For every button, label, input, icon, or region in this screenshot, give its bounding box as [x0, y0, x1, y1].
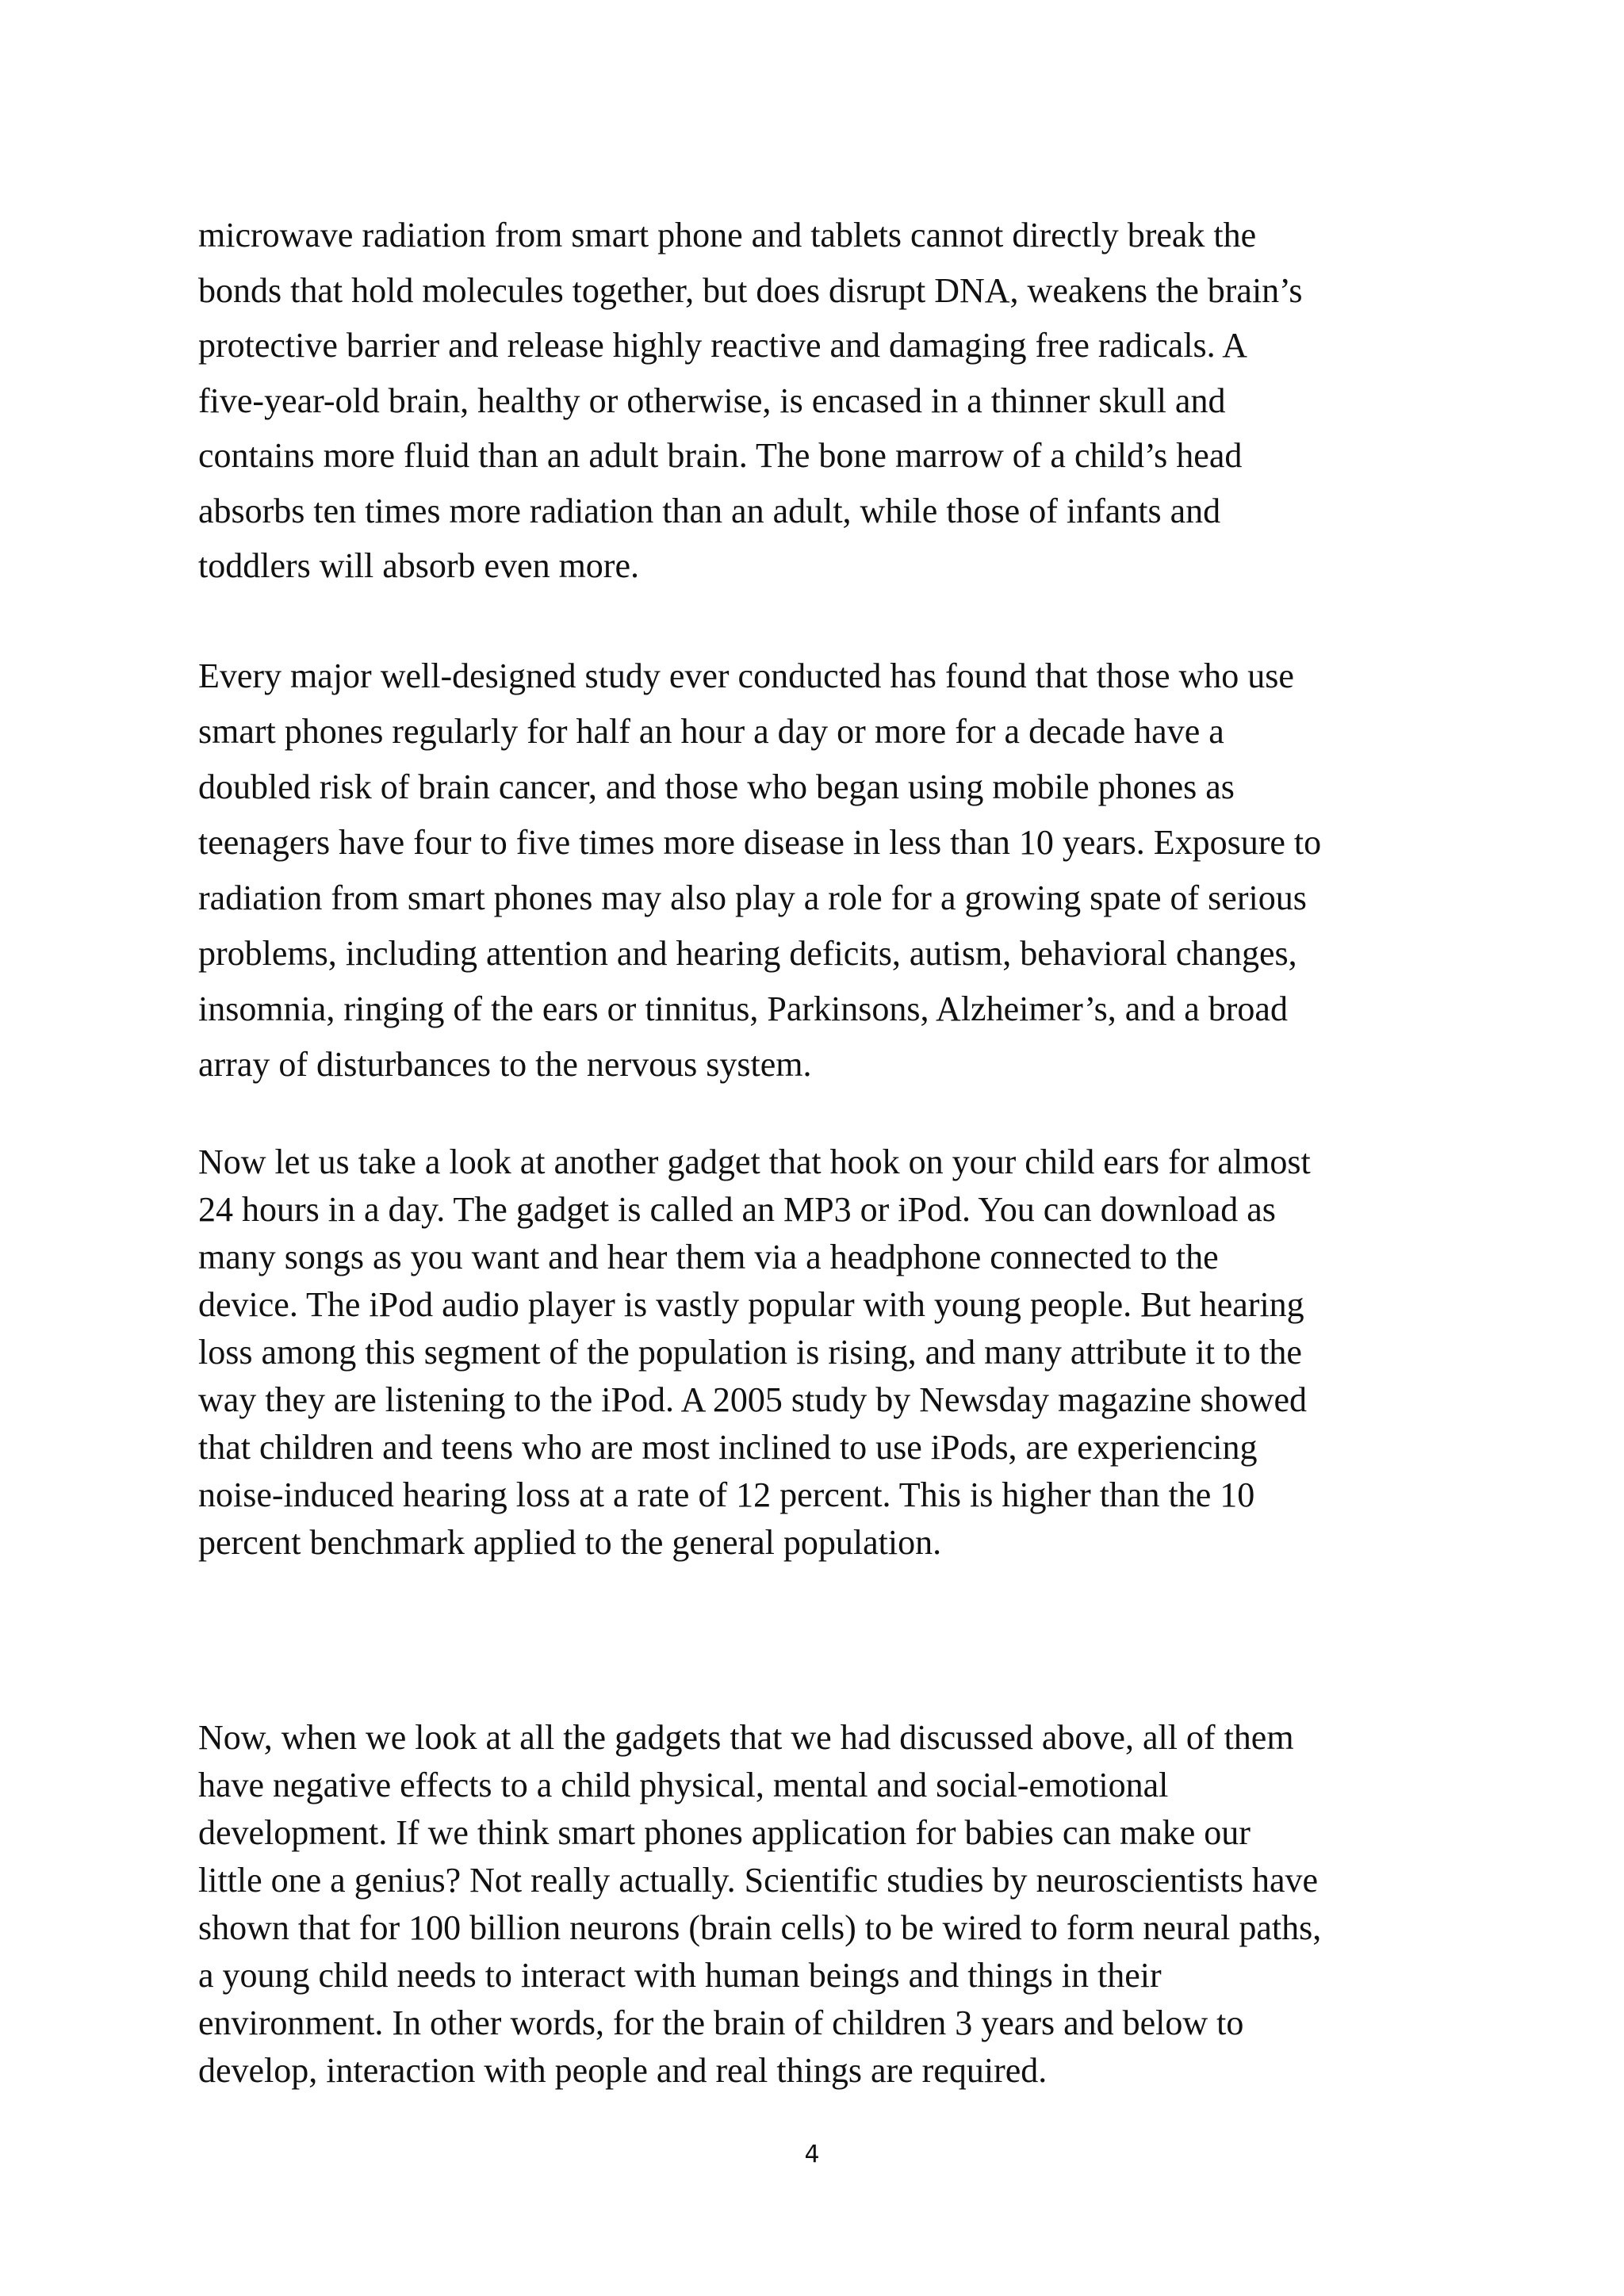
text-line: problems, including attention and hearing deficits, autism, behavioral changes, — [198, 934, 1297, 973]
text-line: loss among this segment of the population is rising, and many attribute it to the — [198, 1333, 1302, 1372]
text-line: a young child needs to interact with human beings and things in their — [198, 1956, 1162, 1995]
paragraph-1 — [198, 208, 1451, 594]
paragraph-4 — [198, 1714, 1451, 2095]
text-line: Now let us take a look at another gadget that hook on your child ears for almost — [198, 1142, 1311, 1181]
text-line: contains more fluid than an adult brain. The bone marrow of a child’s head — [198, 436, 1243, 475]
text-line: bonds that hold molecules together, but does disrupt DNA, weakens the brain’s — [198, 270, 1303, 310]
text-line: radiation from smart phones may also play a role for a growing spate of serious — [198, 878, 1307, 917]
text-line: absorbs ten times more radiation than an adult, while those of infants and — [198, 491, 1221, 530]
text-line: have negative effects to a child physical, mental and social-emotional — [198, 1766, 1169, 1804]
text-line: doubled risk of brain cancer, and those who began using mobile phones as — [198, 767, 1235, 806]
text-line: many songs as you want and hear them via a headphone connected to the — [198, 1238, 1219, 1276]
text-line: microwave radiation from smart phone and tablets cannot directly break the — [198, 216, 1257, 254]
text-line: protective barrier and release highly reactive and damaging free radicals. A — [198, 326, 1248, 365]
text-line: development. If we think smart phones application for babies can make our — [198, 1813, 1251, 1852]
text-line: way they are listening to the iPod. A 2005 study by Newsday magazine showed — [198, 1380, 1307, 1419]
text-line: Every major well-designed study ever conducted has found that those who use — [198, 656, 1294, 695]
text-line: that children and teens who are most inclined to use iPods, are experiencing — [198, 1428, 1258, 1467]
text-line: toddlers will absorb even more. — [198, 546, 639, 585]
text-line: array of disturbances to the nervous system. — [198, 1045, 812, 1084]
page-number: 4 — [804, 2141, 820, 2168]
text-line: teenagers have four to five times more disease in less than 10 years. Exposure to — [198, 823, 1322, 862]
text-line: develop, interaction with people and real things are required. — [198, 2051, 1048, 2090]
text-line: little one a genius? Not really actually. Scientific studies by neuroscientists have — [198, 1861, 1319, 1900]
text-line: shown that for 100 billion neurons (brain cells) to be wired to form neural paths, — [198, 1908, 1322, 1947]
paragraph-2 — [198, 649, 1451, 1093]
text-line: smart phones regularly for half an hour a day or more for a decade have a — [198, 712, 1224, 751]
text-line: five-year-old brain, healthy or otherwise, is encased in a thinner skull and — [198, 381, 1226, 420]
text-line: 24 hours in a day. The gadget is called an MP3 or iPod. You can download as — [198, 1190, 1276, 1229]
text-line: insomnia, ringing of the ears or tinnitus, Parkinsons, Alzheimer’s, and a broad — [198, 989, 1288, 1028]
text-line: Now, when we look at all the gadgets that we had discussed above, all of them — [198, 1718, 1294, 1757]
text-line: percent benchmark applied to the general population. — [198, 1523, 942, 1562]
text-line: noise-induced hearing loss at a rate of 12 percent. This is higher than the 10 — [198, 1475, 1255, 1514]
text-line: device. The iPod audio player is vastly popular with young people. But hearing — [198, 1285, 1304, 1324]
paragraph-3 — [198, 1138, 1451, 1567]
text-line: environment. In other words, for the brain of children 3 years and below to — [198, 2003, 1244, 2042]
